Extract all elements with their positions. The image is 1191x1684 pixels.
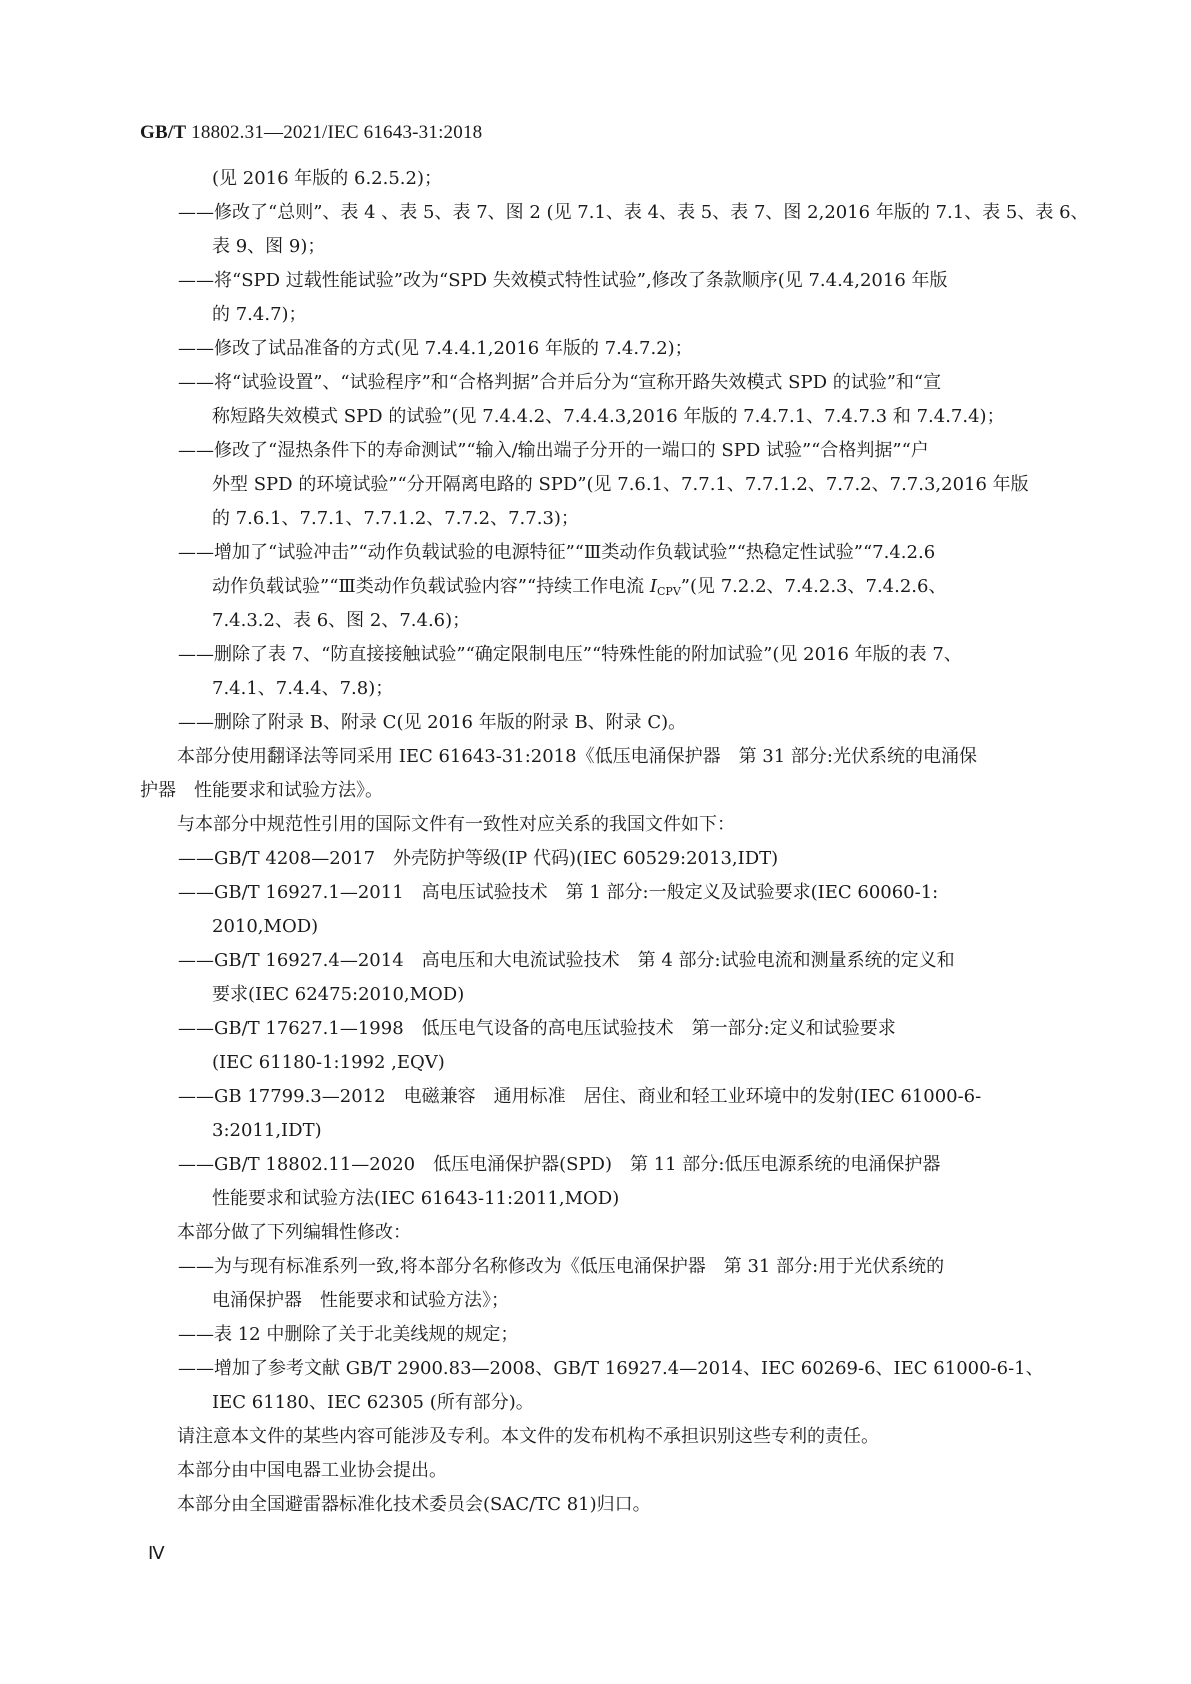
text-line: ——GB/T 17627.1—1998 低压电气设备的高电压试验技术 第一部分:定义和试验要求: [178, 1018, 896, 1039]
text-line: 性能要求和试验方法(IEC 61643-11:2011,MOD): [212, 1188, 620, 1209]
text-line: 7.4.1、7.4.4、7.8)；: [212, 678, 394, 699]
text-line: [140, 570, 1060, 604]
text-line: 请注意本文件的某些内容可能涉及专利。本文件的发布机构不承担识别这些专利的责任。: [177, 1426, 879, 1447]
text-line: ——删除了表 7、“防直接接触试验”“确定限制电压”“特殊性能的附加试验”(见 2016 年版的表 7、: [178, 644, 962, 665]
text-line: 本部分由中国电器工业协会提出。: [177, 1460, 447, 1481]
text-line: ——将“SPD 过载性能试验”改为“SPD 失效模式特性试验”,修改了条款顺序(见 7.4.4,2016 年版: [178, 270, 948, 291]
text-line: ——修改了试品准备的方式(见 7.4.4.1,2016 年版的 7.4.7.2)；: [178, 338, 693, 359]
text-line: 本部分做了下列编辑性修改：: [177, 1222, 411, 1243]
standard-code: GB/T: [140, 122, 187, 143]
text-line: 要求(IEC 62475:2010,MOD): [212, 984, 465, 1005]
text-line: IEC 61180、IEC 62305 (所有部分)。: [212, 1392, 534, 1413]
text-line: 2010,MOD): [212, 916, 319, 937]
text-line: ——修改了“总则”、表 4 、表 5、表 7、图 2 (见 7.1、表 4、表 5、表 7、图 2,2016 年版的 7.1、表 5、表 6、: [178, 202, 1089, 223]
text-line: 7.4.3.2、表 6、图 2、7.4.6)；: [212, 610, 471, 631]
page-number: Ⅳ: [148, 1543, 165, 1563]
text-line: ——GB/T 18802.11—2020 低压电涌保护器(SPD) 第 11 部分:低压电源系统的电涌保护器: [178, 1154, 941, 1175]
text-line: 外型 SPD 的环境试验”“分开隔离电路的 SPD”(见 7.6.1、7.7.1、7.7.1.2、7.7.2、7.7.3,2016 年版: [212, 474, 1029, 495]
text-line: ——表 12 中删除了关于北美线规的规定；: [178, 1324, 519, 1345]
text-line: (见 2016 年版的 6.2.5.2)；: [212, 168, 442, 189]
document-body: [140, 162, 1089, 1522]
text-line: ——将“试验设置”、“试验程序”和“合格判据”合并后分为“宣称开路失效模式 SPD 的试验”和“宣: [178, 372, 942, 393]
text-line: 表 9、图 9)；: [212, 236, 326, 257]
text-line: ——GB/T 4208—2017 外壳防护等级(IP 代码)(IEC 60529:2013,IDT): [178, 848, 779, 869]
text-line: 与本部分中规范性引用的国际文件有一致性对应关系的我国文件如下：: [177, 814, 735, 835]
variable-subscript: CPV: [657, 585, 681, 598]
text-line: ——修改了“湿热条件下的寿命测试”“输入/输出端子分开的一端口的 SPD 试验”“合格判据”“户: [178, 440, 929, 461]
text-line: ——删除了附录 B、附录 C(见 2016 年版的附录 B、附录 C)。: [178, 712, 687, 733]
text-line: 护器 性能要求和试验方法》。: [140, 780, 383, 801]
text-line: 的 7.6.1、7.7.1、7.7.1.2、7.7.2、7.7.3)；: [212, 508, 579, 529]
text-line: 电涌保护器 性能要求和试验方法》；: [212, 1290, 509, 1311]
text-line: ——增加了“试验冲击”“动作负载试验的电源特征”“Ⅲ类动作负载试验”“热稳定性试验”“7.4.2.6: [178, 542, 936, 563]
text-line: ——GB/T 16927.4—2014 高电压和大电流试验技术 第 4 部分:试验电流和测量系统的定义和: [178, 950, 955, 971]
text-line: ——增加了参考文献 GB/T 2900.83—2008、GB/T 16927.4—2014、IEC 60269-6、IEC 61000-6-1、: [178, 1358, 1044, 1379]
text-segment: 动作负载试验”“Ⅲ类动作负载试验内容”“持续工作电流: [212, 576, 650, 597]
variable-symbol: I: [649, 576, 658, 597]
text-line: ——为与现有标准系列一致,将本部分名称修改为《低压电涌保护器 第 31 部分:用于光伏系统的: [178, 1256, 945, 1277]
text-line: 称短路失效模式 SPD 的试验”(见 7.4.4.2、7.4.4.3,2016 年版的 7.4.7.1、7.4.7.3 和 7.4.7.4)；: [212, 406, 1005, 427]
text-line: 本部分由全国避雷器标准化技术委员会(SAC/TC 81)归口。: [177, 1494, 651, 1515]
text-line: ——GB/T 16927.1—2011 高电压试验技术 第 1 部分:一般定义及试验要求(IEC 60060-1:: [178, 882, 939, 903]
text-line: 的 7.4.7)；: [212, 304, 307, 325]
text-line: 3:2011,IDT): [212, 1120, 322, 1141]
text-line: (IEC 61180-1:1992 ,EQV): [212, 1052, 445, 1073]
text-line: 本部分使用翻译法等同采用 IEC 61643-31:2018《低压电涌保护器 第 31 部分:光伏系统的电涌保: [177, 746, 977, 767]
document-header: [140, 122, 482, 144]
standard-number: 18802.31—2021/IEC 61643-31:2018: [186, 122, 483, 143]
text-segment: ”(见 7.2.2、7.4.2.3、7.4.2.6、: [680, 576, 947, 597]
text-line: ——GB 17799.3—2012 电磁兼容 通用标准 居住、商业和轻工业环境中的发射(IEC 61000-6-: [178, 1086, 982, 1107]
